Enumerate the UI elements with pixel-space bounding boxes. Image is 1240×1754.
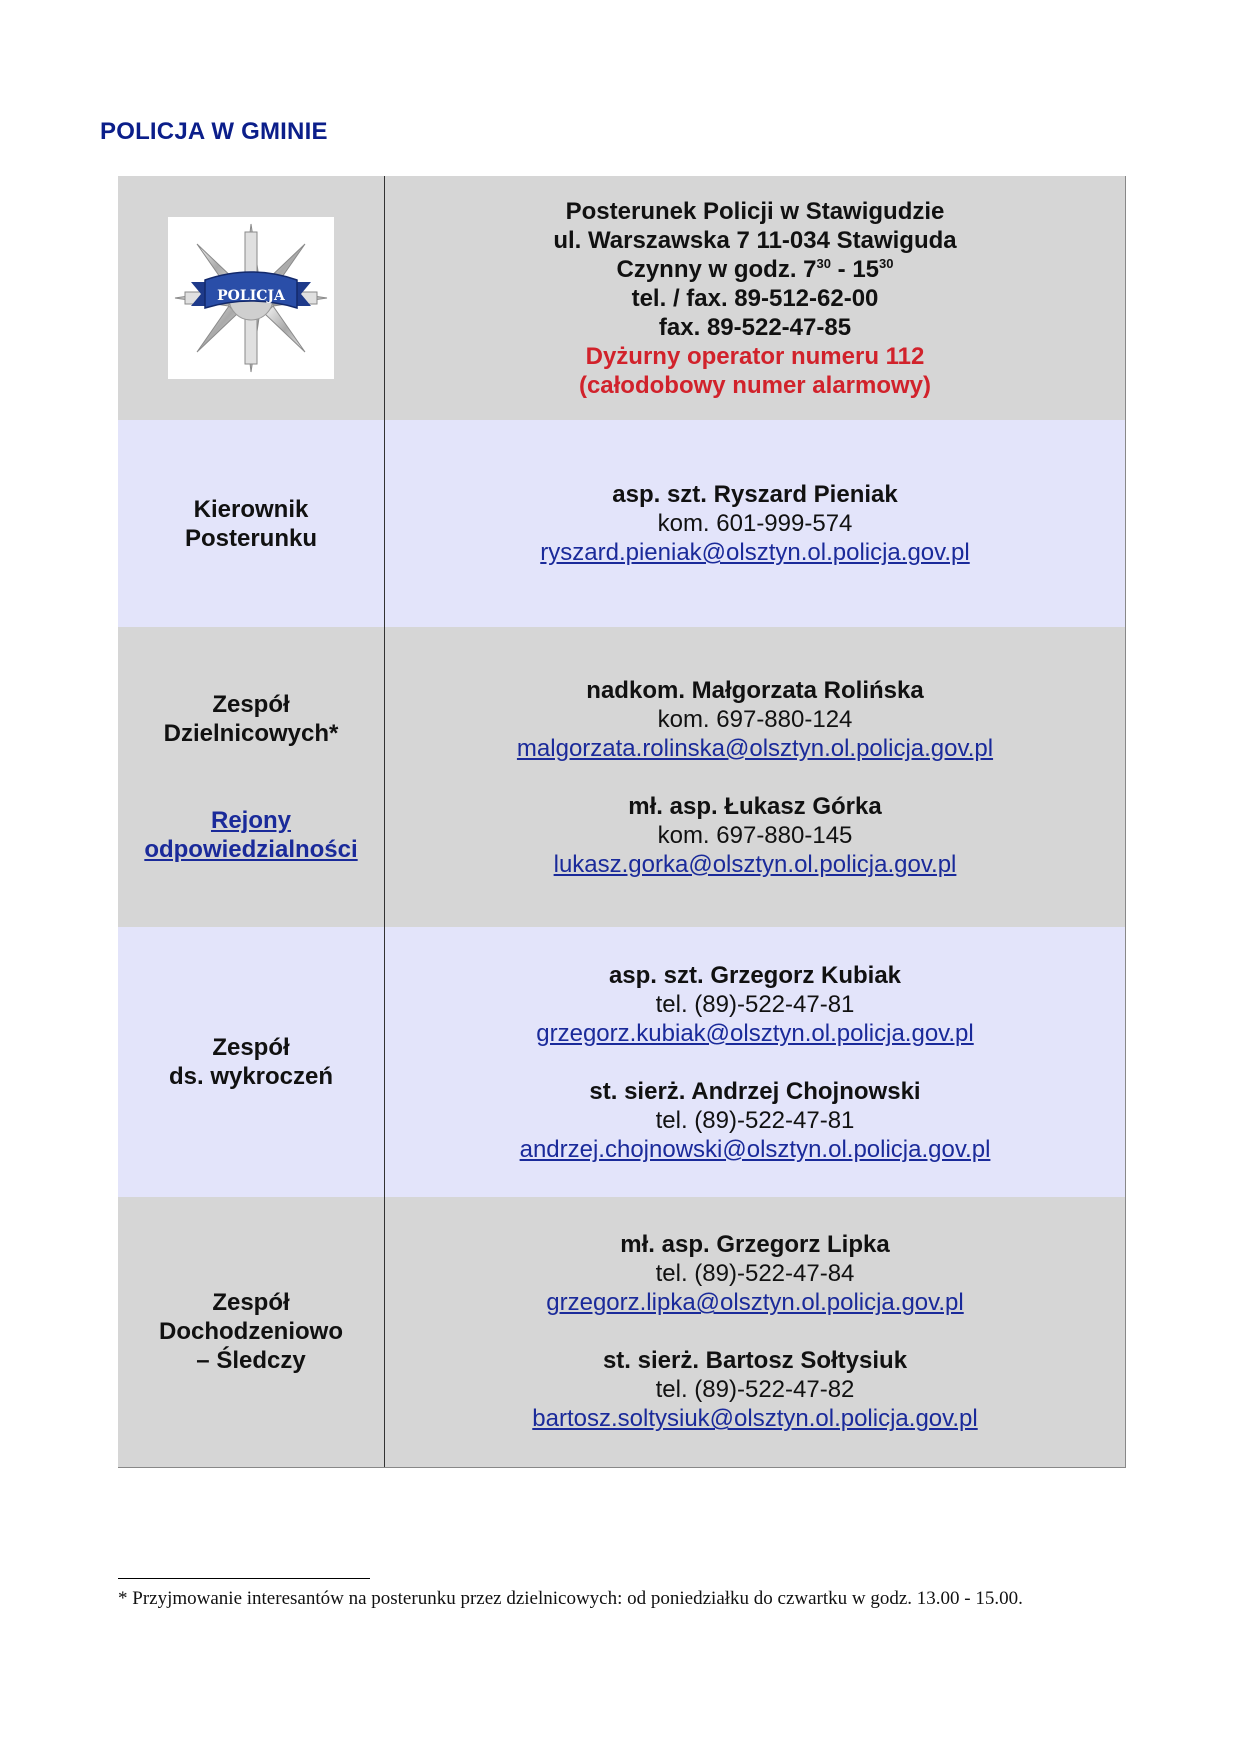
opening-hours: Czynny w godz. $7^{30} - 15^{30}$	[616, 255, 894, 283]
person-phone: tel. (89)-522-47-81	[655, 1106, 855, 1134]
person-email-link[interactable]: grzegorz.kubiak@olsztyn.ol.policja.gov.pl	[536, 1019, 974, 1047]
person-phone: tel. (89)-522-47-84	[655, 1260, 855, 1288]
person-name: asp. szt. Grzegorz Kubiak	[608, 961, 902, 989]
person-name: mł. asp. Łukasz Górka	[628, 792, 882, 820]
section-label: – Śledczy	[196, 1347, 306, 1375]
section-contacts-cell	[385, 627, 1126, 927]
person-email-link[interactable]: malgorzata.rolinska@olsztyn.ol.policja.gov.pl	[516, 734, 994, 762]
section-label: Posterunku	[184, 524, 318, 552]
station-address: ul. Warszawska 7 11-034 Stawiguda	[553, 226, 957, 254]
person-phone: kom. 601-999-574	[657, 510, 853, 537]
section-row-kierownik	[118, 420, 1126, 627]
police-star-icon	[171, 220, 331, 376]
person-name: st. sierż. Bartosz Sołtysiuk	[602, 1347, 908, 1375]
person-email-link[interactable]: lukasz.gorka@olsztyn.ol.policja.gov.pl	[553, 850, 957, 878]
person-phone: tel. (89)-522-47-81	[655, 990, 855, 1018]
contact-table	[118, 176, 1126, 1468]
person-email-link[interactable]: bartosz.soltysiuk@olsztyn.ol.policja.gov.pl	[532, 1405, 978, 1433]
section-label: Zespół	[212, 1034, 290, 1061]
section-label: ds. wykroczeń	[168, 1063, 334, 1090]
footnote: * Przyjmowanie interesantów na posterunku przez dzielnicowych: od poniedziałku do czwartku w godz. 13.00 - 15.00.	[118, 1588, 1023, 1609]
odpowiedzialnosci-link[interactable]: odpowiedzialności	[144, 836, 358, 863]
police-logo	[168, 217, 334, 379]
person-email-link[interactable]: andrzej.chojnowski@olsztyn.ol.policja.gov.pl	[519, 1135, 991, 1163]
person-email-link[interactable]: grzegorz.lipka@olsztyn.ol.policja.gov.pl	[546, 1289, 964, 1317]
person-phone: tel. (89)-522-47-82	[655, 1376, 855, 1404]
person-name: mł. asp. Grzegorz Lipka	[620, 1231, 890, 1259]
section-contacts-cell	[385, 420, 1126, 627]
rejony-link[interactable]: Rejony	[210, 807, 291, 834]
person-name: asp. szt. Ryszard Pieniak	[612, 481, 898, 508]
emergency-line-2: (całodobowy numer alarmowy)	[578, 371, 932, 399]
person-name: nadkom. Małgorzata Rolińska	[586, 676, 924, 704]
section-label: Kierownik	[193, 495, 309, 523]
station-name: Posterunek Policji w Stawigudzie	[565, 197, 945, 225]
section-row-dochodzeniowy	[118, 1197, 1126, 1467]
logo-cell	[118, 176, 385, 420]
section-label: Zespół	[212, 1289, 290, 1317]
person-phone: kom. 697-880-145	[657, 821, 853, 849]
person-phone: kom. 697-880-124	[657, 705, 853, 733]
station-info-cell	[385, 176, 1126, 420]
logo-text: POLICJA	[217, 288, 285, 304]
section-contacts-cell	[385, 1197, 1126, 1467]
section-label-cell	[118, 627, 385, 927]
section-row-wykroczenia	[118, 927, 1126, 1197]
section-label: Zespół	[212, 691, 290, 718]
section-contacts-cell	[385, 927, 1126, 1197]
footnote-divider	[118, 1578, 370, 1579]
person-name: st. sierż. Andrzej Chojnowski	[589, 1077, 921, 1105]
station-fax: fax. 89-522-47-85	[658, 313, 852, 341]
section-row-dzielnicowi	[118, 627, 1126, 927]
page-title: POLICJA W GMINIE	[100, 118, 328, 145]
section-label-cell	[118, 420, 385, 627]
section-label: Dzielnicowych*	[163, 720, 339, 747]
person-email-link[interactable]: ryszard.pieniak@olsztyn.ol.policja.gov.pl	[540, 539, 970, 566]
station-row	[118, 176, 1126, 420]
emergency-line-1: Dyżurny operator numeru 112	[585, 342, 925, 370]
section-label-cell	[118, 1197, 385, 1467]
section-label-cell	[118, 927, 385, 1197]
section-label: Dochodzeniowo	[159, 1318, 343, 1346]
station-tel-fax: tel. / fax. 89-512-62-00	[631, 284, 879, 312]
